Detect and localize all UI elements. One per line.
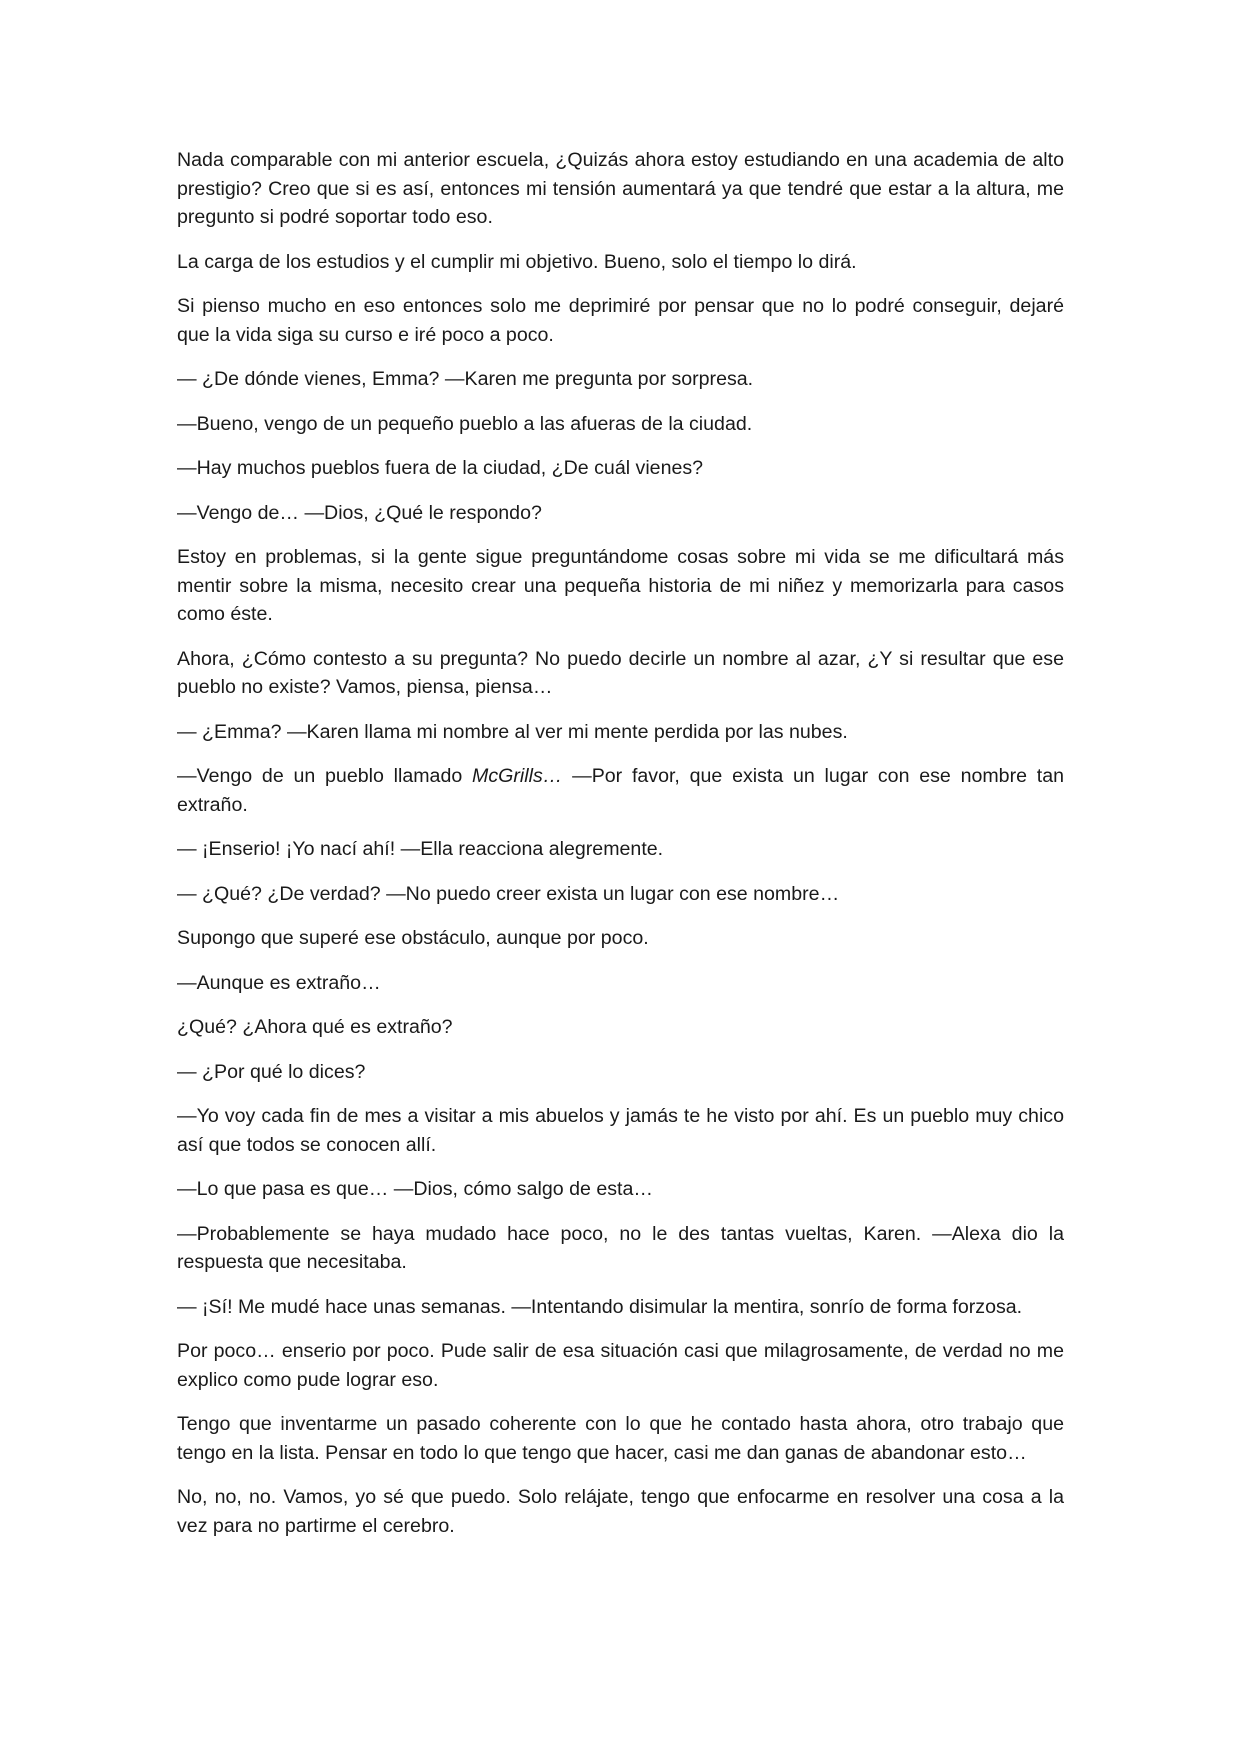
- paragraph: Ahora, ¿Cómo contesto a su pregunta? No puedo decirle un nombre al azar, ¿Y si resultar que ese pueblo no existe? Vamos, piensa, piensa…: [177, 647, 1064, 698]
- dialogue-line: —Bueno, vengo de un pequeño pueblo a las afueras de la ciudad.: [177, 412, 753, 435]
- paragraph: Si pienso mucho en eso entonces solo me deprimiré por pensar que no lo podré conseguir, dejaré que la vida siga su curso e iré poco a poco.: [177, 295, 1064, 346]
- dialogue-line: —Vengo de… —Dios, ¿Qué le respondo?: [177, 501, 542, 524]
- document-page: [177, 146, 1064, 1540]
- paragraph: No, no, no. Vamos, yo sé que puedo. Solo relájate, tengo que enfocarme en resolver una cosa a la vez para no partirme el cerebro.: [177, 1486, 1064, 1537]
- dialogue-line: — ¿Qué? ¿De verdad? —No puedo creer exista un lugar con ese nombre…: [177, 882, 840, 905]
- dialogue-line: [177, 762, 1064, 819]
- dialogue-line: — ¿Emma? —Karen llama mi nombre al ver mi mente perdida por las nubes.: [177, 720, 848, 743]
- dialogue-line: —Yo voy cada fin de mes a visitar a mis abuelos y jamás te he visto por ahí. Es un pueblo muy chico así que todos se conocen allí.: [177, 1105, 1064, 1156]
- dialogue-text: —Vengo de un pueblo llamado: [177, 765, 472, 787]
- dialogue-line: — ¡Enserio! ¡Yo nací ahí! —Ella reacciona alegremente.: [177, 838, 664, 860]
- paragraph: Estoy en problemas, si la gente sigue preguntándome cosas sobre mi vida se me dificultará más mentir sobre la misma, necesito crear una pequeña historia de mi niñez y memorizarla para casos como éste.: [177, 546, 1064, 625]
- dialogue-line: — ¿Por qué lo dices?: [177, 1060, 366, 1083]
- paragraph: Supongo que superé ese obstáculo, aunque por poco.: [177, 927, 649, 949]
- dialogue-line: —Probablemente se haya mudado hace poco, no le des tantas vueltas, Karen. —Alexa dio la respuesta que necesitaba.: [177, 1222, 1064, 1273]
- paragraph: Nada comparable con mi anterior escuela, ¿Quizás ahora estoy estudiando en una academia de alto prestigio? Creo que si es así, entonces mi tensión aumentará ya que tendré que estar a la altura, me pregunto si podré soportar todo eso.: [177, 149, 1064, 228]
- dialogue-line: —Lo que pasa es que… —Dios, cómo salgo de esta…: [177, 1178, 653, 1200]
- dialogue-line: — ¡Sí! Me mudé hace unas semanas. —Intentando disimular la mentira, sonrío de forma forzosa.: [177, 1295, 1023, 1318]
- dialogue-line: —Aunque es extraño…: [177, 971, 381, 994]
- dialogue-line: —Hay muchos pueblos fuera de la ciudad, ¿De cuál vienes?: [177, 457, 704, 479]
- dialogue-line: — ¿De dónde vienes, Emma? —Karen me pregunta por sorpresa.: [177, 368, 754, 390]
- town-name: McGrills…: [472, 765, 563, 787]
- dialogue-text: —Por favor, que exista un lugar con ese nombre tan extraño.: [177, 765, 1064, 816]
- paragraph: Tengo que inventarme un pasado coherente con lo que he contado hasta ahora, otro trabajo que tengo en la lista. Pensar en todo lo que tengo que hacer, casi me dan ganas de abandonar esto…: [177, 1413, 1064, 1464]
- paragraph: ¿Qué? ¿Ahora qué es extraño?: [177, 1016, 453, 1038]
- paragraph: La carga de los estudios y el cumplir mi objetivo. Bueno, solo el tiempo lo dirá.: [177, 250, 857, 273]
- paragraph: Por poco… enserio por poco. Pude salir de esa situación casi que milagrosamente, de verdad no me explico como pude lograr eso.: [177, 1340, 1064, 1391]
